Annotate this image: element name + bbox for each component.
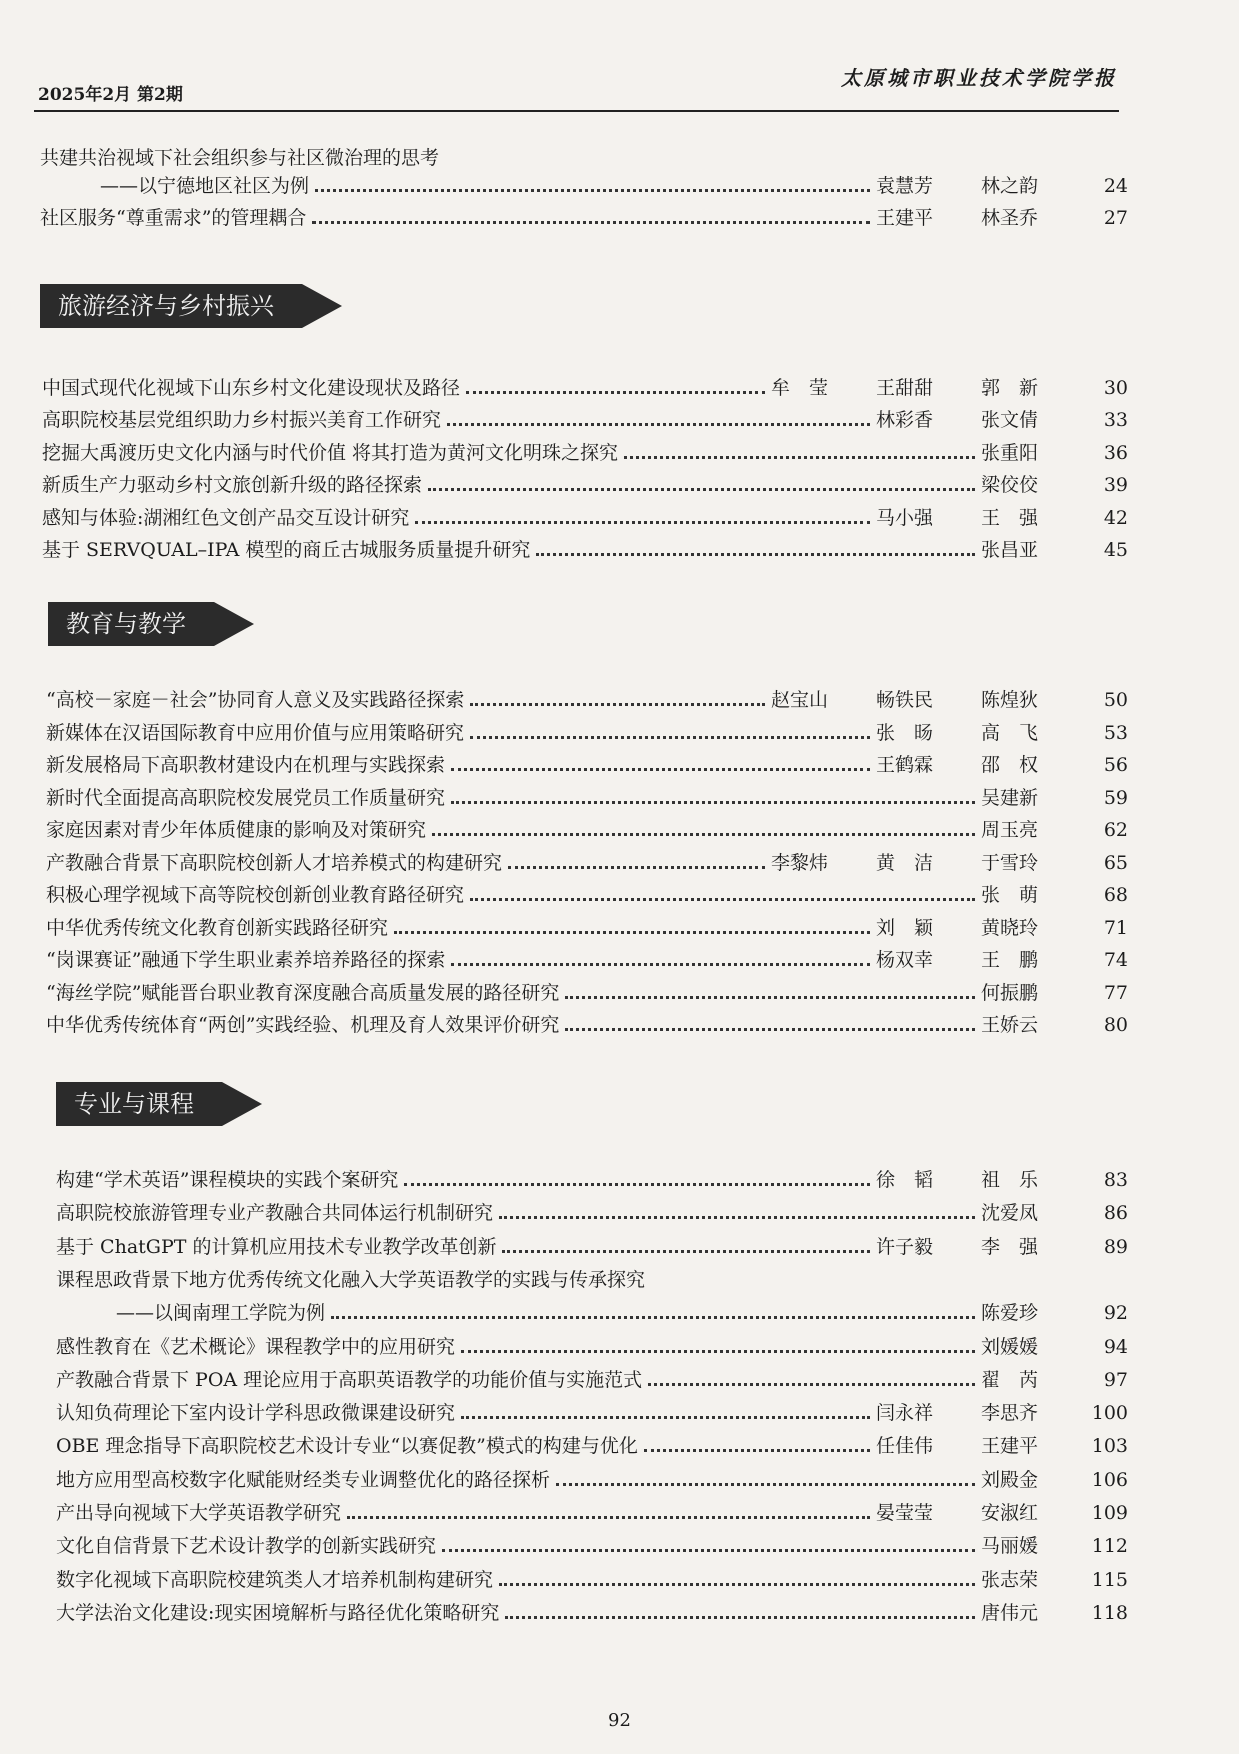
dot-leader (502, 1249, 870, 1253)
entry-authors (981, 818, 1086, 842)
author-name: 林之韵 (981, 175, 1039, 197)
dot-leader (470, 897, 975, 901)
entry-authors (981, 1013, 1086, 1037)
entry-title: 感性教育在《艺术概论》课程教学中的应用研究 (56, 1336, 456, 1358)
entry-page-number: 92 (1103, 1302, 1128, 1324)
entry-page-number: 89 (1103, 1236, 1128, 1258)
toc-entry (46, 944, 1128, 972)
toc-entry (40, 202, 1128, 230)
entry-page-number: 36 (1103, 442, 1128, 464)
author-name: 张文倩 (981, 409, 1039, 431)
dot-leader (470, 702, 765, 706)
journal-title: 太原城市职业技术学院学报 (841, 66, 1117, 90)
entry-title: 中华优秀传统文化教育创新实践路径研究 (46, 917, 389, 939)
entry-authors (981, 1335, 1086, 1359)
author-name: 林圣乔 (981, 207, 1039, 229)
entry-title: 产出导向视域下大学英语教学研究 (56, 1502, 342, 1524)
entry-authors (876, 721, 1086, 745)
toc-entry (40, 142, 1128, 170)
entry-title: 产教融合背景下 POA 理论应用于高职英语教学的功能价值与实施范式 (56, 1369, 643, 1391)
entry-page-number: 74 (1103, 949, 1128, 971)
entry-page-number: 106 (1091, 1469, 1128, 1491)
section-banner (48, 602, 254, 646)
toc-entry (42, 502, 1128, 530)
entry-title: 文化自信背景下艺术设计教学的创新实践研究 (56, 1535, 437, 1557)
entry-page-number: 100 (1091, 1402, 1128, 1424)
entry-title: 基于 ChatGPT 的计算机应用技术专业教学改革创新 (56, 1236, 497, 1258)
author-name: 陈爱珍 (981, 1302, 1039, 1324)
dot-leader (451, 767, 870, 771)
dot-leader (394, 930, 870, 934)
entry-title: “海丝学院”赋能晋台职业教育深度融合高质量发展的路径研究 (46, 982, 560, 1004)
entry-page-number: 45 (1103, 539, 1128, 561)
entry-title: 挖掘大禹渡历史文化内涵与时代价值 将其打造为黄河文化明珠之探究 (42, 442, 619, 464)
toc-entry (46, 847, 1128, 875)
toc-entry (46, 684, 1128, 712)
dot-leader (499, 1215, 975, 1219)
toc-entry (46, 717, 1128, 745)
entry-page-number: 118 (1091, 1602, 1128, 1624)
toc-entry (42, 404, 1128, 432)
entry-authors (981, 1601, 1086, 1625)
entry-authors (981, 981, 1086, 1005)
toc-entry (46, 1009, 1128, 1037)
toc-entry (56, 1597, 1128, 1625)
entry-page-number: 42 (1103, 507, 1128, 529)
author-name: 唐伟元 (981, 1602, 1039, 1624)
entry-page-number: 86 (1103, 1202, 1128, 1224)
entry-page-number: 103 (1091, 1435, 1128, 1457)
dot-leader (461, 1415, 870, 1419)
dot-leader (556, 1482, 975, 1486)
author-name: 黄晓玲 (981, 917, 1039, 939)
entry-title: “岗课赛证”融通下学生职业素养培养路径的探索 (46, 949, 446, 971)
entry-title: 新质生产力驱动乡村文旅创新升级的路径探索 (42, 474, 423, 496)
entry-authors (876, 916, 1086, 940)
page-number: 92 (608, 1710, 631, 1731)
section-title: 专业与课程 (56, 1082, 222, 1126)
entry-page-number: 24 (1103, 175, 1128, 197)
entry-title: 构建“学术英语”课程模块的实践个案研究 (56, 1169, 399, 1191)
author-name: 王娇云 (981, 1014, 1039, 1036)
banner-arrow (214, 602, 254, 646)
author-name: 闫永祥 (876, 1402, 934, 1424)
author-name: 沈爱凤 (981, 1202, 1039, 1224)
entry-page-number: 65 (1103, 852, 1128, 874)
entry-title: 认知负荷理论下室内设计学科思政微课建设研究 (56, 1402, 456, 1424)
author-name: 晏莹莹 (876, 1502, 934, 1524)
toc-entry (42, 437, 1128, 465)
author-name: 周玉亮 (981, 819, 1039, 841)
author-name: 王甜甜 (876, 377, 934, 399)
entry-title: 课程思政背景下地方优秀传统文化融入大学英语教学的实践与传承探究 (56, 1269, 646, 1291)
toc-entry (42, 534, 1128, 562)
toc-entry (46, 749, 1128, 777)
dot-leader (499, 1582, 975, 1586)
toc-entry (46, 814, 1128, 842)
entry-page-number: 53 (1103, 722, 1128, 744)
entry-authors (981, 786, 1086, 810)
entry-title: 高职院校基层党组织助力乡村振兴美育工作研究 (42, 409, 442, 431)
entry-authors (981, 441, 1086, 465)
entry-authors (771, 688, 1086, 712)
dot-leader (404, 1182, 870, 1186)
toc-entry (116, 1297, 1128, 1325)
dot-leader (624, 455, 975, 459)
entry-authors (771, 376, 1086, 400)
entry-authors (876, 948, 1086, 972)
dot-leader (505, 1615, 975, 1619)
toc-entry (46, 977, 1128, 1005)
author-name: 安淑红 (981, 1502, 1039, 1524)
entry-page-number: 59 (1103, 787, 1128, 809)
entry-title: 感知与体验:湖湘红色文创产品交互设计研究 (42, 507, 410, 529)
author-name: 张志荣 (981, 1569, 1039, 1591)
entry-title: 新发展格局下高职教材建设内在机理与实践探索 (46, 754, 446, 776)
author-name: 牟 莹 (771, 377, 829, 399)
dot-leader (536, 552, 975, 556)
entry-page-number: 33 (1103, 409, 1128, 431)
toc-entry (100, 170, 1128, 198)
entry-page-number: 83 (1103, 1169, 1128, 1191)
toc-entry (56, 1497, 1128, 1525)
entry-authors (981, 1368, 1086, 1392)
entry-title: 积极心理学视域下高等院校创新创业教育路径研究 (46, 884, 465, 906)
toc-entry (46, 912, 1128, 940)
entry-title: 数字化视域下高职院校建筑类人才培养机制构建研究 (56, 1569, 494, 1591)
toc-entry (42, 469, 1128, 497)
entry-authors (981, 473, 1086, 497)
entry-page-number: 80 (1103, 1014, 1128, 1036)
entry-authors (771, 851, 1086, 875)
entry-page-number: 77 (1103, 982, 1128, 1004)
entry-authors (876, 408, 1086, 432)
entry-page-number: 94 (1103, 1336, 1128, 1358)
author-name: 翟 芮 (981, 1369, 1039, 1391)
entry-page-number: 71 (1103, 917, 1128, 939)
author-name: 杨双幸 (876, 949, 934, 971)
entry-title: “高校－家庭－社会”协同育人意义及实践路径探索 (46, 689, 465, 711)
author-name: 吴建新 (981, 787, 1039, 809)
section-title: 旅游经济与乡村振兴 (40, 284, 302, 328)
author-name: 郭 新 (981, 377, 1039, 399)
header-rule (34, 110, 1119, 112)
toc-entry (56, 1164, 1128, 1192)
entry-authors (981, 1468, 1086, 1492)
author-name: 张 旸 (876, 722, 934, 744)
entry-title: ——以宁德地区社区为例 (100, 175, 310, 197)
entry-authors (876, 753, 1086, 777)
toc-entry (56, 1264, 1128, 1292)
dot-leader (447, 422, 870, 426)
banner-arrow (302, 284, 342, 328)
entry-title: 中国式现代化视域下山东乡村文化建设现状及路径 (42, 377, 461, 399)
toc-entry (56, 1430, 1128, 1458)
entry-page-number: 39 (1103, 474, 1128, 496)
issue-label: 2025年2月 第2期 (38, 85, 183, 105)
entry-authors (876, 174, 1086, 198)
toc-entry (42, 372, 1128, 400)
toc-entry (46, 782, 1128, 810)
entry-title: 大学法治文化建设:现实困境解析与路径优化策略研究 (56, 1602, 500, 1624)
author-name: 马小强 (876, 507, 934, 529)
author-name: 邵 权 (981, 754, 1039, 776)
dot-leader (451, 800, 975, 804)
entry-page-number: 50 (1103, 689, 1128, 711)
entry-authors (876, 1235, 1086, 1259)
dot-leader (508, 865, 765, 869)
entry-authors (876, 206, 1086, 230)
entry-page-number: 27 (1103, 207, 1128, 229)
toc-entry (56, 1530, 1128, 1558)
dot-leader (428, 487, 975, 491)
author-name: 何振鹏 (981, 982, 1039, 1004)
author-name: 张重阳 (981, 442, 1039, 464)
author-name: 张昌亚 (981, 539, 1039, 561)
author-name: 王建平 (876, 207, 934, 229)
entry-authors (981, 1201, 1086, 1225)
toc-entry (56, 1464, 1128, 1492)
author-name: 王鹤霖 (876, 754, 934, 776)
toc-entry (46, 879, 1128, 907)
author-name: 任佳伟 (876, 1435, 934, 1457)
toc-entry (56, 1564, 1128, 1592)
entry-title: 新媒体在汉语国际教育中应用价值与应用策略研究 (46, 722, 465, 744)
entry-authors (981, 883, 1086, 907)
toc-entry (56, 1397, 1128, 1425)
author-name: 林彩香 (876, 409, 934, 431)
entry-authors (981, 1534, 1086, 1558)
entry-title: 地方应用型高校数字化赋能财经类专业调整优化的路径探析 (56, 1469, 551, 1491)
author-name: 梁佼佼 (981, 474, 1039, 496)
entry-title: 共建共治视域下社会组织参与社区微治理的思考 (40, 147, 440, 169)
entry-authors (876, 1434, 1086, 1458)
entry-authors (981, 538, 1086, 562)
dot-leader (644, 1448, 870, 1452)
dot-leader (451, 962, 870, 966)
author-name: 李 强 (981, 1236, 1039, 1258)
entry-authors (876, 1168, 1086, 1192)
dot-leader (466, 390, 765, 394)
author-name: 畅铁民 (876, 689, 934, 711)
author-name: 张 萌 (981, 884, 1039, 906)
toc-entry (56, 1331, 1128, 1359)
author-name: 徐 韬 (876, 1169, 934, 1191)
entry-title: 中华优秀传统体育“两创”实践经验、机理及育人效果评价研究 (46, 1014, 560, 1036)
entry-title: ——以闽南理工学院为例 (116, 1302, 326, 1324)
entry-authors (876, 1501, 1086, 1525)
author-name: 黄 洁 (876, 852, 934, 874)
entry-page-number: 115 (1091, 1569, 1128, 1591)
author-name: 刘媛媛 (981, 1336, 1039, 1358)
dot-leader (470, 735, 870, 739)
entry-title: 家庭因素对青少年体质健康的影响及对策研究 (46, 819, 427, 841)
author-name: 王 强 (981, 507, 1039, 529)
author-name: 李思齐 (981, 1402, 1039, 1424)
toc-entry (56, 1231, 1128, 1259)
dot-leader (565, 995, 975, 999)
section-banner (40, 284, 342, 328)
dot-leader (331, 1315, 975, 1319)
author-name: 刘殿金 (981, 1469, 1039, 1491)
author-name: 陈煌狄 (981, 689, 1039, 711)
entry-page-number: 97 (1103, 1369, 1128, 1391)
dot-leader (347, 1515, 870, 1519)
toc-entry (56, 1197, 1128, 1225)
author-name: 王 鹏 (981, 949, 1039, 971)
author-name: 祖 乐 (981, 1169, 1039, 1191)
entry-page-number: 62 (1103, 819, 1128, 841)
entry-title: 高职院校旅游管理专业产教融合共同体运行机制研究 (56, 1202, 494, 1224)
entry-authors (981, 1301, 1086, 1325)
dot-leader (415, 520, 870, 524)
entry-title: 社区服务“尊重需求”的管理耦合 (40, 207, 307, 229)
entry-page-number: 112 (1091, 1535, 1128, 1557)
entry-authors (876, 506, 1086, 530)
entry-authors (876, 1401, 1086, 1425)
author-name: 高 飞 (981, 722, 1039, 744)
entry-page-number: 30 (1103, 377, 1128, 399)
author-name: 李黎炜 (771, 852, 829, 874)
entry-title: 基于 SERVQUAL–IPA 模型的商丘古城服务质量提升研究 (42, 539, 531, 561)
section-title: 教育与教学 (48, 602, 214, 646)
entry-title: 产教融合背景下高职院校创新人才培养模式的构建研究 (46, 852, 503, 874)
banner-arrow (222, 1082, 262, 1126)
dot-leader (432, 832, 975, 836)
dot-leader (442, 1548, 975, 1552)
section-banner (56, 1082, 262, 1126)
author-name: 赵宝山 (771, 689, 829, 711)
author-name: 王建平 (981, 1435, 1039, 1457)
entry-page-number: 109 (1091, 1502, 1128, 1524)
dot-leader (565, 1027, 975, 1031)
author-name: 许子毅 (876, 1236, 934, 1258)
toc-entry (56, 1364, 1128, 1392)
dot-leader (461, 1349, 975, 1353)
author-name: 于雪玲 (981, 852, 1039, 874)
author-name: 刘 颖 (876, 917, 934, 939)
entry-page-number: 68 (1103, 884, 1128, 906)
entry-page-number: 56 (1103, 754, 1128, 776)
entry-title: OBE 理念指导下高职院校艺术设计专业“以赛促教”模式的构建与优化 (56, 1435, 638, 1457)
dot-leader (312, 220, 870, 224)
entry-authors (981, 1568, 1086, 1592)
entry-title: 新时代全面提高高职院校发展党员工作质量研究 (46, 787, 446, 809)
author-name: 袁慧芳 (876, 175, 934, 197)
author-name: 马丽媛 (981, 1535, 1039, 1557)
dot-leader (648, 1382, 975, 1386)
dot-leader (315, 188, 870, 192)
